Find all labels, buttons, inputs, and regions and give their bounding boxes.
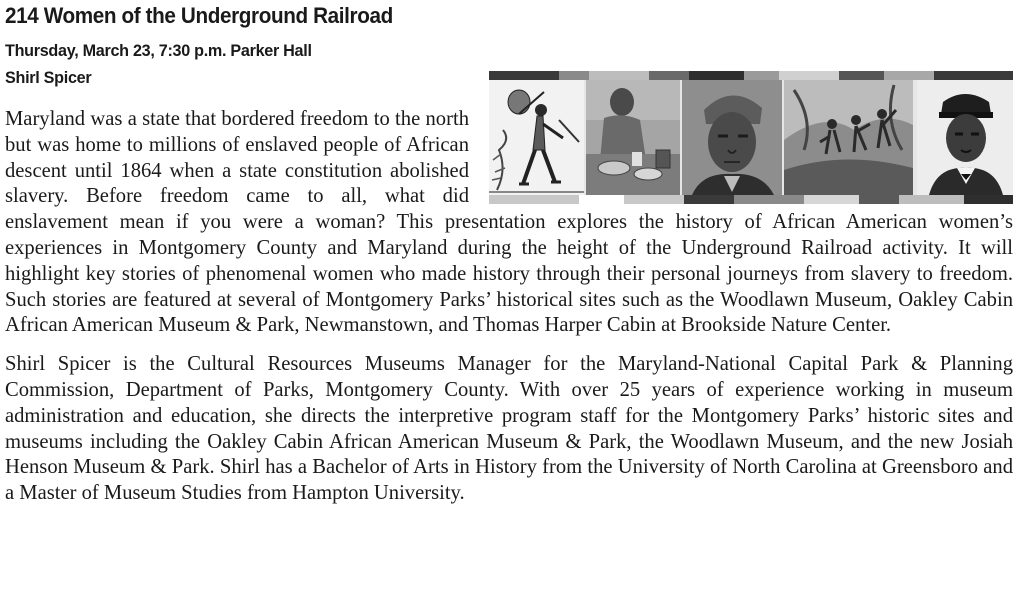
event-description: [5, 107, 1013, 507]
strip-top-bar: [489, 71, 1013, 80]
event-date-location: Thursday, March 23, 7:30 p.m. Parker Hall: [5, 41, 312, 60]
event-presenter: Shirl Spicer: [5, 68, 92, 87]
event-title: 214 Women of the Underground Railroad: [5, 3, 393, 28]
description-paragraph-1: Maryland was a state that bordered freedom to the north but was home to millions of enslaved people of African descent until 1864 when a state constitution abolished slavery. Before freedom came to all, what did enslavement mean if you were a woman? This presentation explores the history of African American women’s experiences in Montgomery County and Maryland during the height of the Underground Railroad activity. It will highlight key stories of phenomenal women who made history through their personal journeys from slavery to freedom. Such stories are featured at several of Montgomery Parks’ historical sites such as the Woodlawn Museum, Oakley Cabin African American Museum & Park, Newmanstown, and Thomas Harper Cabin at Brookside Nature Center.: [5, 108, 1013, 337]
image-float-space: [475, 107, 1013, 210]
presenter-bio-paragraph: Shirl Spicer is the Cultural Resources Museums Manager for the Maryland-National Capital Park & Planning Commission, Department of Parks, Montgomery County. With over 25 years of experience working in museum administration and education, she directs the interpretive program staff for the Montgomery Parks’ historic sites and museums including the Oakley Cabin African American Museum & Park, the Woodlawn Museum, and the new Josiah Henson Museum & Park. Shirl has a Bachelor of Arts in History from the University of North Carolina at Greensboro and a Master of Museum Studies from Hampton University.: [5, 353, 1013, 505]
